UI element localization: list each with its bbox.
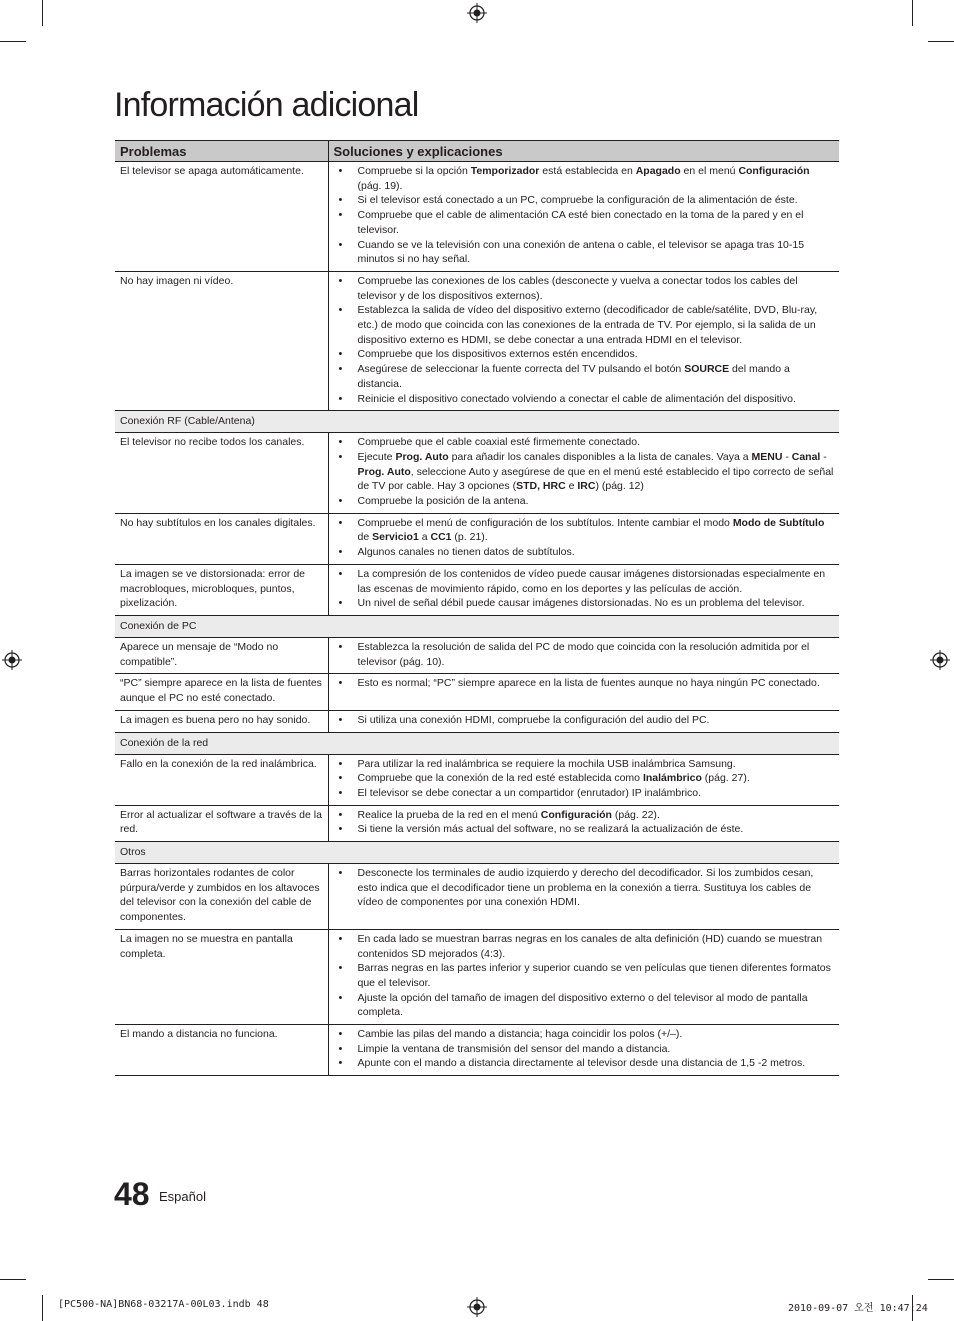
table-row — [115, 564, 839, 615]
solution-item: • Apunte con el mando a distancia directamente al televisor desde una distancia de 1,5 -2 metros. — [358, 1056, 835, 1071]
crop-mark — [0, 1279, 26, 1280]
solutions-list — [334, 274, 835, 406]
problem-cell: El televisor no recibe todos los canales. — [115, 433, 328, 514]
table-row — [115, 433, 839, 514]
table-row — [115, 1025, 839, 1076]
solution-item: • Limpie la ventana de transmisión del sensor del mando a distancia. — [358, 1042, 835, 1057]
column-header-problems: Problemas — [115, 141, 328, 162]
crop-mark — [42, 1295, 43, 1321]
problem-cell: No hay subtítulos en los canales digitales. — [115, 513, 328, 564]
solution-item: • Si utiliza una conexión HDMI, compruebe la configuración del audio del PC. — [358, 713, 835, 728]
solution-item: • Barras negras en las partes inferior y superior cuando se ven películas que tienen diferentes formatos que el televisor. — [358, 961, 835, 990]
problem-cell: La imagen no se muestra en pantalla completa. — [115, 929, 328, 1024]
problem-cell: El televisor se apaga automáticamente. — [115, 162, 328, 272]
table-header-row — [115, 141, 839, 162]
problem-cell: Barras horizontales rodantes de color púrpura/verde y zumbidos en los altavoces del televisor con la conexión del cable de componentes. — [115, 864, 328, 930]
table-row — [115, 754, 839, 805]
section-label: Conexión RF (Cable/Antena) — [115, 411, 839, 433]
bold-term: SOURCE — [684, 363, 730, 376]
solution-item: • Compruebe si la opción Temporizador está establecida en Apagado en el menú Configuración (pág. 19). — [358, 164, 835, 193]
section-label: Conexión de PC — [115, 615, 839, 637]
bold-term: Apagado — [635, 165, 681, 177]
bold-term: Prog. Auto — [357, 465, 411, 478]
solutions-cell — [328, 710, 839, 732]
solutions-list — [334, 1027, 835, 1071]
bold-term: Inalámbrico — [642, 772, 702, 785]
section-label: Conexión de la red — [115, 732, 839, 754]
table-row — [115, 805, 839, 841]
bold-term: CC1 — [430, 531, 452, 544]
table-row — [115, 162, 839, 272]
problem-cell: Fallo en la conexión de la red inalámbrica. — [115, 754, 328, 805]
solutions-list — [334, 164, 835, 267]
solutions-cell — [328, 271, 839, 410]
table-row — [115, 271, 839, 410]
print-file-info: [PC500-NA]BN68-03217A-00L03.indb 48 — [58, 1299, 269, 1310]
solutions-cell — [328, 433, 839, 514]
solution-item: • Compruebe que el cable de alimentación CA esté bien conectado en la toma de la pared y en el televisor. — [358, 208, 835, 237]
problem-cell: El mando a distancia no funciona. — [115, 1025, 328, 1076]
solutions-list — [334, 713, 835, 728]
solutions-list — [334, 808, 835, 837]
solutions-list — [334, 932, 835, 1020]
table-row — [115, 710, 839, 732]
column-header-solutions: Soluciones y explicaciones — [328, 141, 839, 162]
solution-item: • Para utilizar la red inalámbrica se requiere la mochila USB inalámbrica Samsung. — [358, 757, 835, 772]
solution-item: • Compruebe que el cable coaxial esté firmemente conectado. — [358, 435, 835, 450]
page-number: 48 — [114, 1176, 150, 1212]
page-language: Español — [159, 1189, 206, 1204]
table-section-row — [115, 411, 839, 433]
bold-term: IRC — [577, 480, 596, 493]
table-row — [115, 637, 839, 673]
solutions-cell — [328, 1025, 839, 1076]
troubleshooting-table — [115, 140, 839, 1076]
bold-term: Configuración — [738, 165, 810, 177]
solutions-list — [334, 866, 835, 910]
solutions-cell — [328, 929, 839, 1024]
table-section-row — [115, 732, 839, 754]
crop-mark — [912, 0, 913, 26]
bold-term: Temporizador — [470, 165, 540, 177]
solution-item: • Si el televisor está conectado a un PC, compruebe la configuración de la alimentación de éste. — [358, 193, 835, 208]
solutions-cell — [328, 805, 839, 841]
bold-term: Configuración — [540, 808, 612, 821]
solutions-cell — [328, 754, 839, 805]
bold-term: Canal — [791, 450, 821, 463]
solutions-cell — [328, 513, 839, 564]
solution-item: • Si tiene la versión más actual del software, no se realizará la actualización de éste. — [358, 822, 835, 837]
crop-mark — [928, 1279, 954, 1280]
solution-item: • Compruebe el menú de configuración de los subtítulos. Intente cambiar el modo Modo de Subtítulo de Servicio1 a CC1 (p. 21). — [358, 516, 835, 545]
registration-mark-icon — [467, 3, 487, 23]
solution-item: • Cambie las pilas del mando a distancia; haga coincidir los polos (+/–). — [358, 1027, 835, 1042]
table-row — [115, 674, 839, 710]
solutions-cell — [328, 637, 839, 673]
solution-item: • Compruebe que los dispositivos externos estén encendidos. — [358, 347, 835, 362]
solution-item: • Desconecte los terminales de audio izquierdo y derecho del decodificador. Si los zumbidos cesan, esto indica que el decodificador tiene un problema en la conexión a tierra. Sustituya los cables de vídeo de componentes por una conexión HDMI. — [358, 866, 835, 910]
solution-item: • Compruebe las conexiones de los cables (desconecte y vuelva a conectar todos los cables del televisor y de los dispositivos externos). — [358, 274, 835, 303]
solutions-list — [334, 567, 835, 611]
print-timestamp: 2010-09-07 오전 10:47:24 — [788, 1303, 928, 1314]
section-label: Otros — [115, 842, 839, 864]
crop-mark — [0, 41, 26, 42]
solution-item: • Realice la prueba de la red en el menú Configuración (pág. 22). — [358, 808, 835, 823]
problem-cell: La imagen se ve distorsionada: error de macrobloques, microbloques, puntos, pixelización. — [115, 564, 328, 615]
registration-mark-icon — [930, 650, 950, 670]
solution-item: • La compresión de los contenidos de vídeo puede causar imágenes distorsionadas especialmente en las escenas de movimiento rápido, como en los deportes y las películas de acción. — [358, 567, 835, 596]
solutions-cell — [328, 674, 839, 710]
solutions-cell — [328, 864, 839, 930]
problem-cell: Aparece un mensaje de “Modo no compatible”. — [115, 637, 328, 673]
solutions-list — [334, 516, 835, 560]
problem-cell: Error al actualizar el software a través de la red. — [115, 805, 328, 841]
crop-mark — [42, 0, 43, 26]
problem-cell: La imagen es buena pero no hay sonido. — [115, 710, 328, 732]
solution-item: • Compruebe la posición de la antena. — [358, 494, 835, 509]
solution-item: • Establezca la resolución de salida del PC de modo que coincida con la resolución admitida por el televisor (pág. 10). — [358, 640, 835, 669]
registration-mark-icon — [2, 650, 22, 670]
bold-term: MENU — [751, 450, 783, 463]
bold-term: Modo de Subtítulo — [732, 516, 825, 529]
table-row — [115, 929, 839, 1024]
bold-term: STD, HRC — [516, 480, 566, 493]
solution-item: • Reinicie el dispositivo conectado volviendo a conectar el cable de alimentación del dispositivo. — [358, 392, 835, 407]
bold-term: Prog. Auto — [395, 450, 449, 463]
table-row — [115, 864, 839, 930]
solution-item: • Un nivel de señal débil puede causar imágenes distorsionadas. No es un problema del televisor. — [358, 596, 835, 611]
solution-item: • Esto es normal; “PC” siempre aparece en la lista de fuentes aunque no haya ningún PC conectado. — [358, 676, 835, 691]
solution-item: • Compruebe que la conexión de la red esté establecida como Inalámbrico (pág. 27). — [358, 771, 835, 786]
solution-item: • Algunos canales no tienen datos de subtítulos. — [358, 545, 835, 560]
table-section-row — [115, 615, 839, 637]
bold-term: Servicio1 — [372, 531, 419, 544]
solutions-list — [334, 757, 835, 801]
table-section-row — [115, 842, 839, 864]
solution-item: • Asegúrese de seleccionar la fuente correcta del TV pulsando el botón SOURCE del mando a distancia. — [358, 362, 835, 391]
solution-item: • El televisor se debe conectar a un compartidor (enrutador) IP inalámbrico. — [358, 786, 835, 801]
solutions-list — [334, 640, 835, 669]
solutions-list — [334, 435, 835, 509]
crop-mark — [928, 41, 954, 42]
solutions-cell — [328, 162, 839, 272]
page-title: Información adicional — [114, 86, 419, 124]
solution-item: • Cuando se ve la televisión con una conexión de antena o cable, el televisor se apaga tras 10-15 minutos si no hay señal. — [358, 238, 835, 267]
solutions-list — [334, 676, 835, 691]
problem-cell: “PC” siempre aparece en la lista de fuentes aunque el PC no esté conectado. — [115, 674, 328, 710]
solution-item: • En cada lado se muestran barras negras en los canales de alta definición (HD) cuando se muestran contenidos SD mejorados (4:3). — [358, 932, 835, 961]
problem-cell: No hay imagen ni vídeo. — [115, 271, 328, 410]
registration-mark-icon — [467, 1297, 487, 1317]
solutions-cell — [328, 564, 839, 615]
solution-item: • Ajuste la opción del tamaño de imagen del dispositivo externo o del televisor al modo de pantalla completa. — [358, 991, 835, 1020]
solution-item: • Establezca la salida de vídeo del dispositivo externo (decodificador de cable/satélite, DVD, Blu-ray, etc.) de modo que coincida con las conexiones de la entrada de TV. Por ejemplo, si la salida de un dispositivo externo es HDMI, se debe conectar a una entrada HDMI en el televisor. — [358, 303, 835, 347]
solution-item: • Ejecute Prog. Auto para añadir los canales disponibles a la lista de canales. Vaya a MENU - Canal - Prog. Auto, seleccione Auto y asegúrese de que en el menú esté establecido el tipo correcto de señal de TV por cable. Hay 3 opciones (STD, HRC e IRC) (pág. 12) — [358, 450, 835, 494]
table-row — [115, 513, 839, 564]
